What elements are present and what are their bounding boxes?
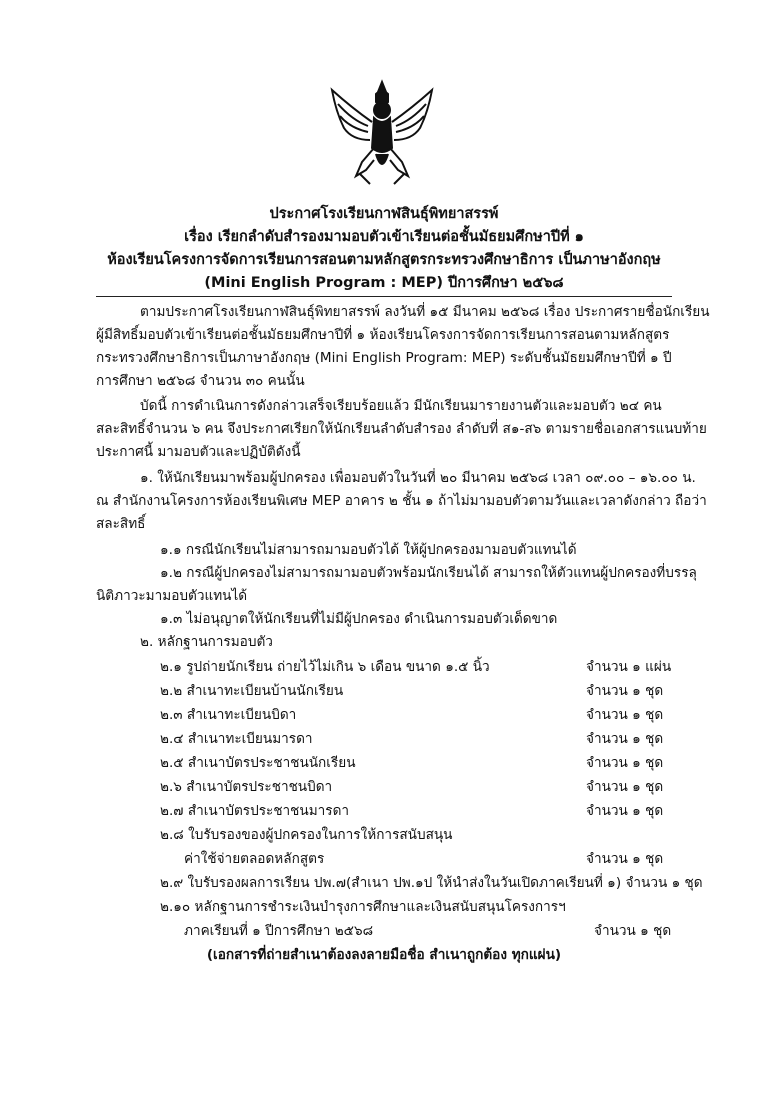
- doc10-label: ๒.๑๐ หลักฐานการชำระเงินบำรุงการศึกษาและเงินสนับสนุนโครงการฯ: [160, 899, 566, 915]
- para2-line: ประกาศนี้ มามอบตัวและปฏิบัติดังนี้: [96, 444, 301, 460]
- doc9-label: ๒.๙ ใบรับรองผลการเรียน ปพ.๗(สำเนา ปพ.๑ป ให้นำส่งในวันเปิดภาคเรียนที่ ๑) จำนวน ๑ ชุด: [160, 875, 703, 891]
- para2-line: สละสิทธิ์จำนวน ๖ คน จึงประกาศเรียกให้นักเรียนลำดับสำรอง ลำดับที่ ส๑-ส๖ ตามรายชื่อเอกสารแนบท้าย: [96, 421, 707, 437]
- announcement-line4: (Mini English Program : MEP) ปีการศึกษา ๒๕๖๘: [204, 275, 564, 291]
- doc-amount: จำนวน ๑ แผ่น: [586, 659, 672, 675]
- doc-amount: จำนวน ๑ ชุด: [586, 803, 664, 819]
- doc-label: ๒.๕ สำเนาบัตรประชาชนนักเรียน: [160, 755, 356, 771]
- doc-label: ๒.๑ รูปถ่ายนักเรียน ถ่ายไว้ไม่เกิน ๖ เดือน ขนาด ๑.๕ นิ้ว: [160, 659, 490, 675]
- doc-label: ๒.๓ สำเนาทะเบียนบิดา: [160, 707, 297, 723]
- item1-line: ๑. ให้นักเรียนมาพร้อมผู้ปกครอง เพื่อมอบตัวในวันที่ ๒๐ มีนาคม ๒๕๖๘ เวลา ๐๙.๐๐ – ๑๖.๐๐ น.: [140, 470, 696, 486]
- sub-item-1-2-cont: นิติภาวะมามอบตัวแทนได้: [96, 588, 248, 604]
- announcement-subject: เรื่อง เรียกลำดับสำรองมามอบตัวเข้าเรียนต่อชั้นมัธยมศึกษาปีที่ ๑: [184, 229, 584, 245]
- footer-note: (เอกสารที่ถ่ายสำเนาต้องลงลายมือชื่อ สำเนาถูกต้อง ทุกแผ่น): [206, 947, 562, 963]
- doc8-label-cont: ค่าใช้จ่ายตลอดหลักสูตร: [184, 851, 325, 867]
- doc8-amount: จำนวน ๑ ชุด: [586, 851, 664, 867]
- header-divider: [96, 296, 672, 297]
- sub-item-1-2: ๑.๒ กรณีผู้ปกครองไม่สามารถมามอบตัวพร้อมนักเรียนได้ สามารถให้ตัวแทนผู้ปกครองที่บรรลุ: [160, 565, 697, 581]
- doc-amount: จำนวน ๑ ชุด: [586, 707, 664, 723]
- doc10-label-cont: ภาคเรียนที่ ๑ ปีการศึกษา ๒๕๖๘: [184, 923, 374, 939]
- para2-line: บัดนี้ การดำเนินการดังกล่าวเสร็จเรียบร้อยแล้ว มีนักเรียนมารายงานตัวและมอบตัว ๒๔ คน: [140, 398, 662, 414]
- sub-item-1-3: ๑.๓ ไม่อนุญาตให้นักเรียนที่ไม่มีผู้ปกครอง ดำเนินการมอบตัวเด็ดขาด: [160, 611, 558, 627]
- para1-line: ตามประกาศโรงเรียนกาฬสินธุ์พิทยาสรรพ์ ลงวันที่ ๑๕ มีนาคม ๒๕๖๘ เรื่อง ประกาศรายชื่อนักเรียน: [140, 304, 710, 320]
- announcement-title: ประกาศโรงเรียนกาฬสินธุ์พิทยาสรรพ์: [269, 206, 499, 222]
- doc-label: ๒.๔ สำเนาทะเบียนมารดา: [160, 731, 313, 747]
- para1-line: กระทรวงศึกษาธิการเป็นภาษาอังกฤษ (Mini English Program: MEP) ระดับชั้นมัธยมศึกษาปีที่ ๑ ปี: [96, 350, 672, 366]
- doc-amount: จำนวน ๑ ชุด: [586, 755, 664, 771]
- para1-line: ผู้มีสิทธิ์มอบตัวเข้าเรียนต่อชั้นมัธยมศึกษาปีที่ ๑ ห้องเรียนโครงการจัดการเรียนการสอนตามหลักสูตร: [96, 327, 670, 343]
- garuda-emblem-icon: [322, 78, 442, 186]
- doc8-label: ๒.๘ ใบรับรองของผู้ปกครองในการให้การสนับสนุน: [160, 827, 453, 843]
- doc-label: ๒.๒ สำเนาทะเบียนบ้านนักเรียน: [160, 683, 344, 699]
- doc-amount: จำนวน ๑ ชุด: [586, 731, 664, 747]
- item2-heading: ๒. หลักฐานการมอบตัว: [140, 634, 273, 650]
- sub-item-1-1: ๑.๑ กรณีนักเรียนไม่สามารถมามอบตัวได้ ให้ผู้ปกครองมามอบตัวแทนได้: [160, 542, 577, 558]
- para1-line: การศึกษา ๒๕๖๘ จำนวน ๓๐ คนนั้น: [96, 373, 305, 389]
- item1-line: ณ สำนักงานโครงการห้องเรียนพิเศษ MEP อาคาร ๒ ชั้น ๑ ถ้าไม่มามอบตัวตามวันและเวลาดังกล่าว ถือว่า: [96, 493, 707, 509]
- doc-amount: จำนวน ๑ ชุด: [586, 779, 664, 795]
- announcement-line3: ห้องเรียนโครงการจัดการเรียนการสอนตามหลักสูตรกระทรวงศึกษาธิการ เป็นภาษาอังกฤษ: [107, 252, 661, 268]
- doc-label: ๒.๖ สำเนาบัตรประชาชนบิดา: [160, 779, 333, 795]
- doc-amount: จำนวน ๑ ชุด: [586, 683, 664, 699]
- item1-line: สละสิทธิ์: [96, 516, 146, 532]
- doc-label: ๒.๗ สำเนาบัตรประชาชนมารดา: [160, 803, 350, 819]
- doc10-amount: จำนวน ๑ ชุด: [594, 923, 672, 939]
